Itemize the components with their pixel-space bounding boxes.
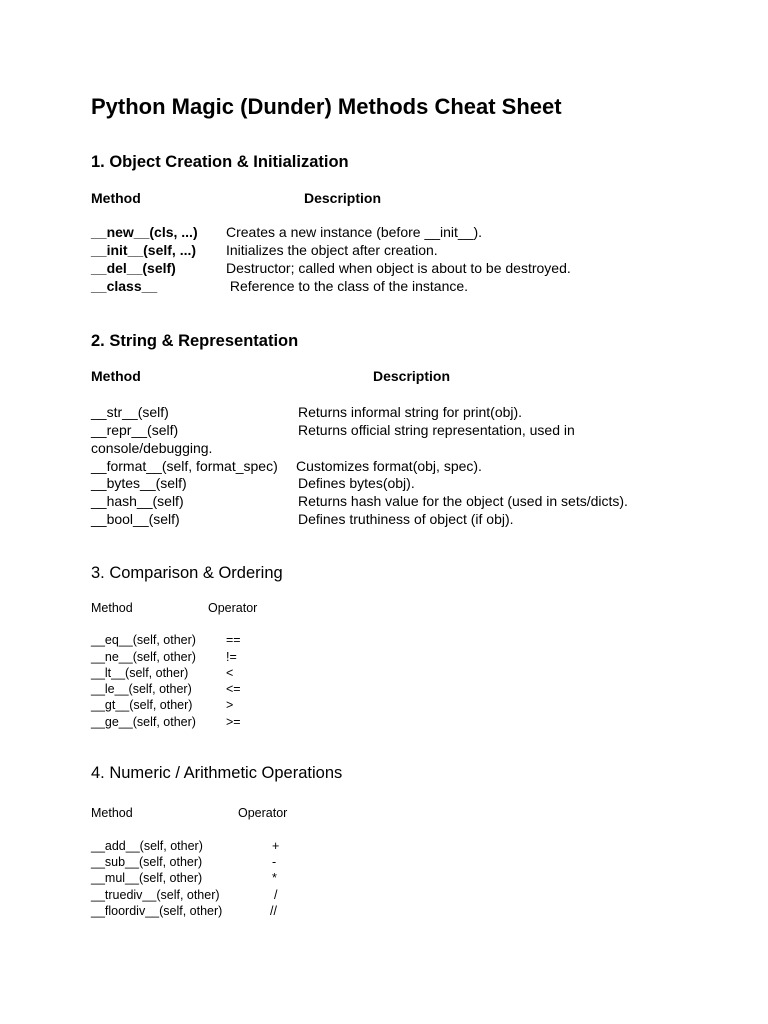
operator-symbol: * [272, 871, 277, 885]
section-3-heading: 3. Comparison & Ordering [91, 564, 283, 582]
method-description: Reference to the class of the instance. [226, 278, 469, 294]
operator-symbol: < [226, 666, 234, 680]
method-name: __add__(self, other) [91, 839, 203, 853]
method-name: __bytes__(self) [91, 475, 187, 491]
method-description: Creates a new instance (before __init__). [226, 224, 483, 240]
method-name: __floordiv__(self, other) [91, 904, 223, 918]
method-name: __repr__(self) [91, 422, 179, 438]
method-name: __mul__(self, other) [91, 871, 203, 885]
method-name: __ne__(self, other) [91, 650, 196, 664]
method-description: Returns hash value for the object (used in sets/dicts). [298, 493, 628, 509]
operator-symbol: / [274, 888, 278, 902]
operator-symbol: == [226, 633, 241, 647]
method-description: Returns informal string for print(obj). [298, 404, 523, 420]
method-name: __del__(self) [91, 260, 176, 276]
method-name: __truediv__(self, other) [91, 888, 220, 902]
method-name: __new__(cls, ...) [91, 224, 198, 240]
method-name: __init__(self, ...) [91, 242, 197, 258]
section-3-operator-header: Operator [208, 601, 258, 615]
method-description: Defines bytes(obj). [298, 475, 415, 491]
section-4-heading: 4. Numeric / Arithmetic Operations [91, 764, 343, 782]
section-4-method-header: Method [91, 806, 133, 820]
method-name: __ge__(self, other) [91, 715, 196, 729]
section-3-method-header: Method [91, 601, 133, 615]
method-name: __str__(self) [91, 404, 169, 420]
operator-symbol: + [272, 839, 280, 853]
section-4-operator-header: Operator [238, 806, 288, 820]
method-name: __bool__(self) [91, 511, 180, 527]
method-description: Destructor; called when object is about to be destroyed. [226, 260, 571, 276]
method-description: Returns official string representation, used in [298, 422, 575, 438]
description-continuation: console/debugging. [91, 440, 213, 456]
operator-symbol: != [226, 650, 237, 664]
section-1-description-header: Description [304, 190, 382, 206]
operator-symbol: - [272, 855, 277, 869]
section-1-method-header: Method [91, 190, 141, 206]
method-name: __sub__(self, other) [91, 855, 203, 869]
operator-symbol: > [226, 698, 234, 712]
method-name: __le__(self, other) [91, 682, 192, 696]
method-description: Customizes format(obj, spec). [296, 458, 482, 474]
section-2-method-header: Method [91, 368, 141, 384]
method-name: __class__ [91, 278, 158, 294]
operator-symbol: >= [226, 715, 241, 729]
section-2-description-header: Description [373, 368, 451, 384]
method-name: __format__(self, format_spec) [91, 458, 278, 474]
method-name: __gt__(self, other) [91, 698, 193, 712]
section-2-heading: 2. String & Representation [91, 332, 299, 350]
page-title: Python Magic (Dunder) Methods Cheat Sheet [91, 94, 562, 119]
method-name: __lt__(self, other) [91, 666, 189, 680]
method-name: __eq__(self, other) [91, 633, 196, 647]
method-description: Initializes the object after creation. [226, 242, 438, 258]
method-name: __hash__(self) [91, 493, 184, 509]
method-description: Defines truthiness of object (if obj). [298, 511, 514, 527]
operator-symbol: // [270, 904, 277, 918]
section-1-heading: 1. Object Creation & Initialization [91, 153, 349, 171]
operator-symbol: <= [226, 682, 241, 696]
